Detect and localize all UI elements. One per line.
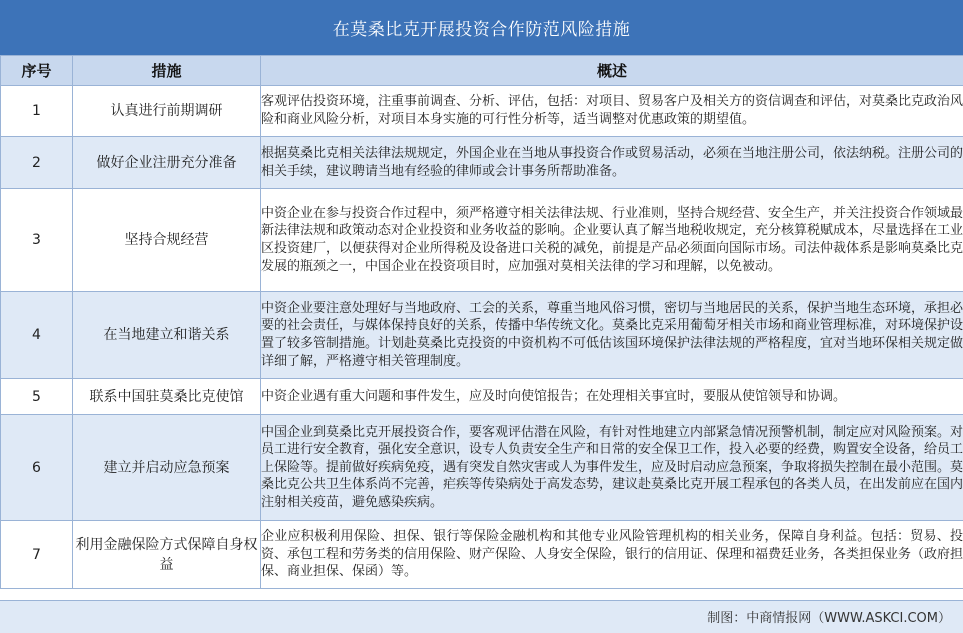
measures-table: [0, 55, 963, 589]
row-seq: 2: [1, 137, 73, 189]
row-desc: 企业应积极利用保险、担保、银行等保险金融机构和其他专业风险管理机构的相关业务，保障自身利益。包括：贸易、投资、承包工程和劳务类的信用保险、财产保险、人身安全保险，银行的信用证、保理和福费廷业务，各类担保业务（政府担保、商业担保、保函）等。: [261, 521, 963, 589]
table-row: [1, 521, 963, 589]
table-row: [1, 137, 963, 189]
table-row: [1, 189, 963, 292]
row-desc: 中国企业到莫桑比克开展投资合作，要客观评估潜在风险，有针对性地建立内部紧急情况预警机制，制定应对风险预案。对员工进行安全教育，强化安全意识，设专人负责安全生产和日常的安全保卫工作，投入必要的经费，购置安全设备，给员工上保险等。提前做好疾病免疫，遇有突发自然灾害或人为事件发生，应及时启动应急预案，争取将损失控制在最小范围。莫桑比克公共卫生体系尚不完善，疟疾等传染病处于高发态势，建议赴莫桑比克开展工程承包的各类人员，在出发前应在国内注射相关疫苗，避免感染疾病。: [261, 415, 963, 521]
row-desc: 中资企业要注意处理好与当地政府、工会的关系，尊重当地风俗习惯，密切与当地居民的关系，保护当地生态环境，承担必要的社会责任，与媒体保持良好的关系，传播中华传统文化。莫桑比克采用葡萄牙相关市场和商业管理标准，对环境保护设置了较多管制措施。计划赴莫桑比克投资的中资机构不可低估该国环境保护法律法规的严格程度，宜对当地环保相关规定做详细了解，严格遵守相关管理制度。: [261, 292, 963, 379]
row-desc: 客观评估投资环境，注重事前调查、分析、评估，包括：对项目、贸易客户及相关方的资信调查和评估，对莫桑比克政治风险和商业风险分析，对项目本身实施的可行性分析等，适当调整对优惠政策的期望值。: [261, 86, 963, 137]
row-measure: 联系中国驻莫桑比克使馆: [73, 379, 261, 415]
header-seq: 序号: [1, 56, 73, 86]
row-seq: 5: [1, 379, 73, 415]
row-seq: 1: [1, 86, 73, 137]
row-seq: 3: [1, 189, 73, 292]
footer-bar: [0, 600, 963, 633]
table-row: [1, 86, 963, 137]
row-desc: 根据莫桑比克相关法律法规规定，外国企业在当地从事投资合作或贸易活动，必须在当地注册公司，依法纳税。注册公司的相关手续，建议聘请当地有经验的律师或会计事务所帮助准备。: [261, 137, 963, 189]
row-measure: 利用金融保险方式保障自身权益: [73, 521, 261, 589]
row-seq: 6: [1, 415, 73, 521]
page-title: 在莫桑比克开展投资合作防范风险措施: [0, 0, 963, 55]
table-row: [1, 415, 963, 521]
header-measure: 措施: [73, 56, 261, 86]
row-measure: 在当地建立和谐关系: [73, 292, 261, 379]
row-seq: 4: [1, 292, 73, 379]
row-measure: 坚持合规经营: [73, 189, 261, 292]
row-measure: 做好企业注册充分准备: [73, 137, 261, 189]
row-desc: 中资企业遇有重大问题和事件发生，应及时向使馆报告；在处理相关事宜时，要服从使馆领导和协调。: [261, 379, 963, 415]
row-desc: 中资企业在参与投资合作过程中，须严格遵守相关法律法规、行业准则，坚持合规经营、安全生产，并关注投资合作领域最新法律法规和政策动态对企业投资和业务收益的影响。企业要认真了解当地税收规定，充分核算税赋成本，尽量选择在工业区投资建厂，以便获得对企业所得税及设备进口关税的减免，前提是产品必须面向国际市场。司法仲裁体系是影响莫桑比克发展的瓶颈之一，中国企业在投资项目时，应加强对莫相关法律的学习和理解，以免被动。: [261, 189, 963, 292]
row-measure: 认真进行前期调研: [73, 86, 261, 137]
row-measure: 建立并启动应急预案: [73, 415, 261, 521]
table-row: [1, 292, 963, 379]
source-credit: 制图：中商情报网（WWW.ASKCI.COM）: [707, 607, 951, 626]
table-header-row: [1, 56, 963, 86]
row-seq: 7: [1, 521, 73, 589]
table-row: [1, 379, 963, 415]
header-desc: 概述: [261, 56, 963, 86]
